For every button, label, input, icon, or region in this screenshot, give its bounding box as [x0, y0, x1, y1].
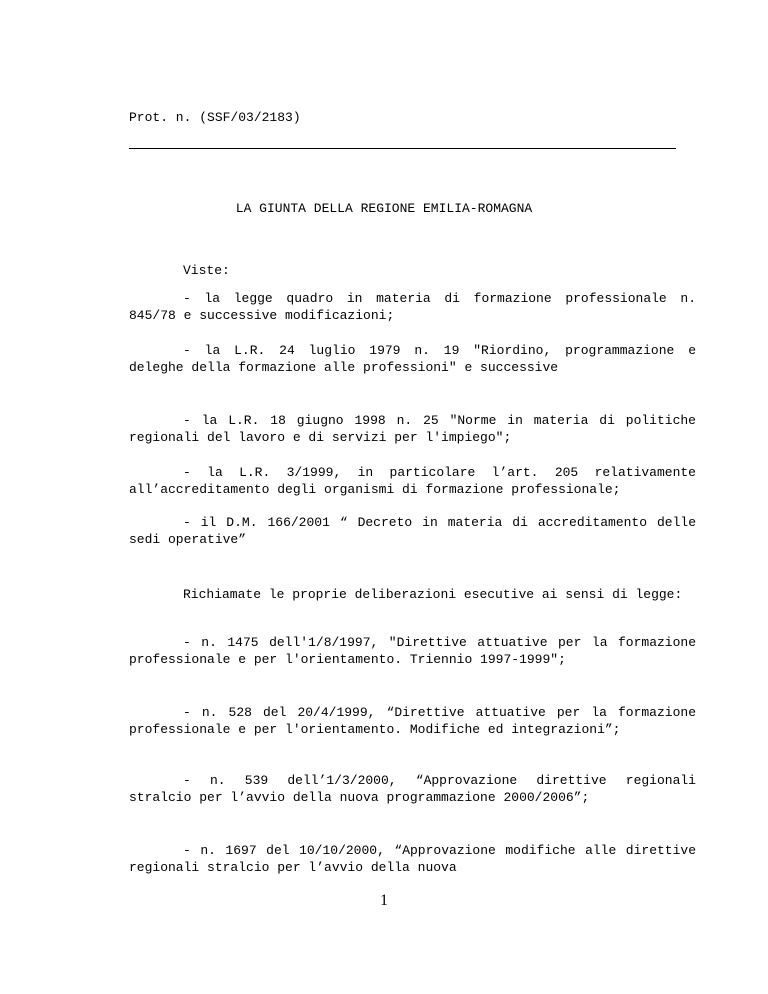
- richiamate-item-text: - n. 1697 del 10/10/2000, “Approvazione modifiche alle direttive regionali stralcio per l’avvio della nuova: [129, 843, 696, 875]
- richiamate-intro-text: Richiamate le proprie deliberazioni esecutive ai sensi di legge:: [183, 587, 683, 602]
- viste-item: [129, 412, 696, 446]
- viste-item-text: - la L.R. 3/1999, in particolare l’art. 205 relativamente all’accreditamento degli organismi di formazione professionale;: [129, 465, 696, 497]
- richiamate-item: [129, 634, 696, 668]
- viste-item: [129, 464, 696, 498]
- separator-line: [129, 148, 676, 149]
- viste-item-text: - la L.R. 24 luglio 1979 n. 19 "Riordino, programmazione e deleghe della formazione alle professioni" e successive: [129, 343, 696, 375]
- viste-item-text: - la legge quadro in materia di formazione professionale n. 845/78 e successive modificazioni;: [129, 291, 696, 323]
- richiamate-intro: [129, 586, 696, 603]
- viste-item-text: - il D.M. 166/2001 “ Decreto in materia di accreditamento delle sedi operative”: [129, 515, 696, 547]
- protocol-number: Prot. n. (SSF/03/2183): [129, 110, 301, 125]
- viste-item: [129, 290, 696, 324]
- richiamate-item-text: - n. 528 del 20/4/1999, “Direttive attuative per la formazione professionale e per l'orientamento. Modifiche ed integrazioni”;: [129, 705, 696, 737]
- viste-item-text: - la L.R. 18 giugno 1998 n. 25 "Norme in materia di politiche regionali del lavoro e di servizi per l'impiego";: [129, 413, 696, 445]
- page-number: 1: [380, 892, 388, 909]
- section-viste: [129, 262, 696, 279]
- document-title: LA GIUNTA DELLA REGIONE EMILIA-ROMAGNA: [235, 201, 533, 216]
- richiamate-item: [129, 842, 696, 876]
- richiamate-item-text: - n. 1475 dell'1/8/1997, "Direttive attuative per la formazione professionale e per l'orientamento. Triennio 1997-1999";: [129, 635, 696, 667]
- viste-label: Viste:: [183, 263, 230, 278]
- richiamate-item: [129, 772, 696, 806]
- richiamate-item-text: - n. 539 dell’1/3/2000, “Approvazione direttive regionali stralcio per l’avvio della nuova programmazione 2000/2006”;: [129, 773, 696, 805]
- viste-item: [129, 514, 696, 548]
- viste-item: [129, 342, 696, 376]
- richiamate-item: [129, 704, 696, 738]
